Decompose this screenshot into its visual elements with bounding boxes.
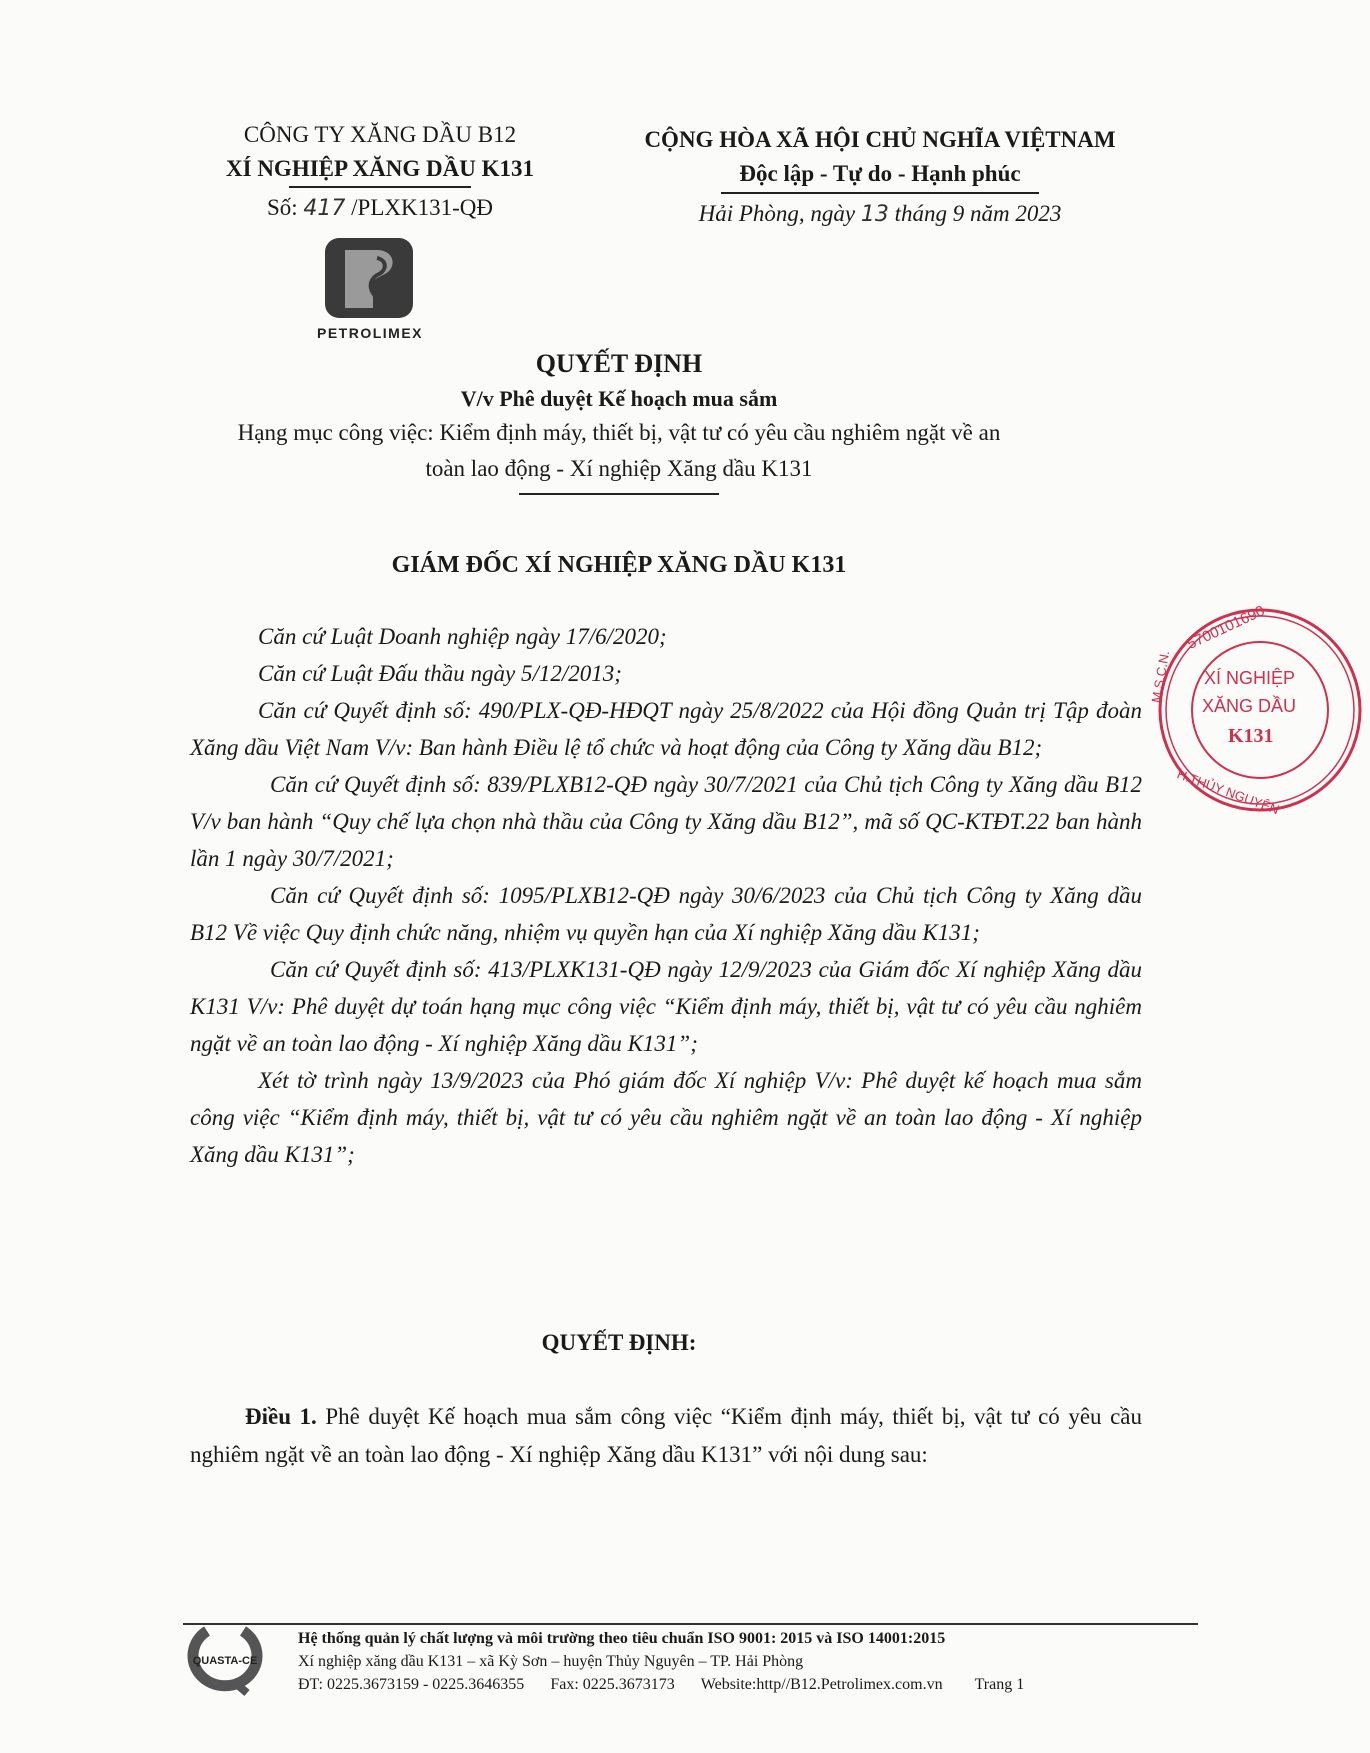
place-date: [620, 194, 1140, 235]
scope-line-1: Hạng mục công việc: Kiểm định máy, thiết bị, vật tư có yêu cầu nghiêm ngặt về an: [237, 420, 1001, 445]
national-motto: Độc lập - Tự do - Hạnh phúc: [739, 161, 1021, 186]
footer-divider: [183, 1623, 1198, 1625]
footer-contacts: [298, 1673, 1024, 1696]
article-1: [190, 1398, 1142, 1474]
legal-basis-item: Căn cứ Quyết định số: 490/PLX-QĐ-HĐQT ngày 25/8/2022 của Hội đồng Quản trị Tập đoàn Xăng dầu Việt Nam V/v: Ban hành Điều lệ tổ chức và hoạt động của Công ty Xăng dầu B12;: [190, 698, 1142, 760]
stamp-line-3: K131: [1228, 725, 1274, 747]
petrolimex-logo-icon: [325, 238, 413, 318]
issuer-block: [180, 118, 580, 229]
footer-address: Xí nghiệp xăng dầu K131 – xã Kỳ Sơn – huyện Thủy Nguyên – TP. Hải Phòng: [298, 1653, 804, 1670]
document-number: [180, 188, 580, 229]
document-subject: V/v Phê duyệt Kế hoạch mua sắm: [460, 386, 778, 411]
legal-bases: [190, 618, 1142, 1173]
handwritten-day: 13: [860, 202, 889, 227]
scope-line-2: toàn lao động - Xí nghiệp Xăng dầu K131: [425, 456, 813, 481]
legal-basis-item: Căn cứ Quyết định số: 1095/PLXB12-QĐ ngày 30/6/2023 của Chủ tịch Công ty Xăng dầu B12 Về việc Quy định chức năng, nhiệm vụ quyền hạn của Xí nghiệp Xăng dầu K131;: [190, 883, 1142, 945]
stamp-line-2: XĂNG DẦU: [1202, 696, 1297, 716]
place-date-suffix: tháng 9 năm 2023: [894, 201, 1062, 226]
footer-phone: ĐT: 0225.3673159 - 0225.3646355: [298, 1676, 525, 1693]
company-name: CÔNG TY XĂNG DẦU B12: [243, 122, 517, 147]
title-underline: [519, 493, 719, 495]
legal-basis-item: Căn cứ Quyết định số: 413/PLXK131-QĐ ngày 12/9/2023 của Giám đốc Xí nghiệp Xăng dầu K131 V/v: Phê duyệt dự toán hạng mục công việc “Kiểm định máy, thiết bị, vật tư có yêu cầu nghiêm ngặt về an toàn lao động - Xí nghiệp Xăng dầu K131”;: [190, 957, 1142, 1056]
authority-heading: GIÁM ĐỐC XÍ NGHIỆP XĂNG DẦU K131: [391, 552, 847, 578]
number-code: /PLXK131-QĐ: [351, 195, 494, 220]
document-title-block: [0, 345, 1238, 495]
number-label: Số:: [266, 195, 298, 220]
official-stamp: [1150, 600, 1370, 820]
footer-fax: Fax: 0225.3673173: [550, 1676, 675, 1693]
quasta-logo-text: QUASTA-CE: [192, 1655, 258, 1667]
quasta-certification-logo-icon: [185, 1625, 265, 1695]
footer-website[interactable]: Website:http//B12.Petrolimex.com.vn: [700, 1676, 943, 1693]
article-1-label: Điều 1.: [245, 1404, 317, 1429]
article-1-text: Phê duyệt Kế hoạch mua sắm công việc “Kiểm định máy, thiết bị, vật tư có yêu cầu nghiêm ngặt về an toàn lao động - Xí nghiệp Xăng dầu K131” với nội dung sau:: [190, 1404, 1142, 1467]
page-number: Trang 1: [974, 1676, 1025, 1693]
stamp-line-1: XÍ NGHIỆP: [1204, 668, 1296, 688]
handwritten-number: 417: [303, 196, 346, 221]
legal-basis-item: Xét tờ trình ngày 13/9/2023 của Phó giám đốc Xí nghiệp V/v: Phê duyệt kế hoạch mua sắm công việc “Kiểm định máy, thiết bị, vật tư có yêu cầu nghiêm ngặt về an toàn lao động - Xí nghiệp Xăng dầu K131”;: [190, 1068, 1142, 1167]
national-header: [620, 122, 1140, 235]
stamp-arc-bottom: H.THỦY NGUYÊN: [1175, 766, 1282, 818]
footer-iso-line: Hệ thống quản lý chất lượng và môi trường theo tiêu chuẩn ISO 9001: 2015 và ISO 14001:2015: [298, 1630, 946, 1647]
legal-basis-item: Căn cứ Luật Doanh nghiệp ngày 17/6/2020;: [258, 624, 667, 649]
decision-heading: QUYẾT ĐỊNH:: [541, 1330, 697, 1355]
legal-basis-item: Căn cứ Quyết định số: 839/PLXB12-QĐ ngày 30/7/2021 của Chủ tịch Công ty Xăng dầu B12 V/v ban hành “Quy chế lựa chọn nhà thầu của Công ty Xăng dầu B12”, mã số QC-KTĐT.22 ban hành lần 1 ngày 30/7/2021;: [190, 772, 1142, 871]
stamp-code: 5700101690: [1184, 602, 1268, 653]
document-title: QUYẾT ĐỊNH: [535, 349, 703, 378]
stamp-arc-left: M.S.C.N.: [1148, 649, 1173, 704]
legal-basis-item: Căn cứ Luật Đấu thầu ngày 5/12/2013;: [258, 661, 622, 686]
logo-text: PETROLIMEX: [316, 325, 423, 341]
nation-title: CỘNG HÒA XÃ HỘI CHỦ NGHĨA VIỆTNAM: [644, 127, 1116, 152]
place-date-prefix: Hải Phòng, ngày: [698, 201, 856, 226]
unit-name: XÍ NGHIỆP XĂNG DẦU K131: [226, 156, 534, 181]
footer-info: [298, 1627, 1024, 1696]
